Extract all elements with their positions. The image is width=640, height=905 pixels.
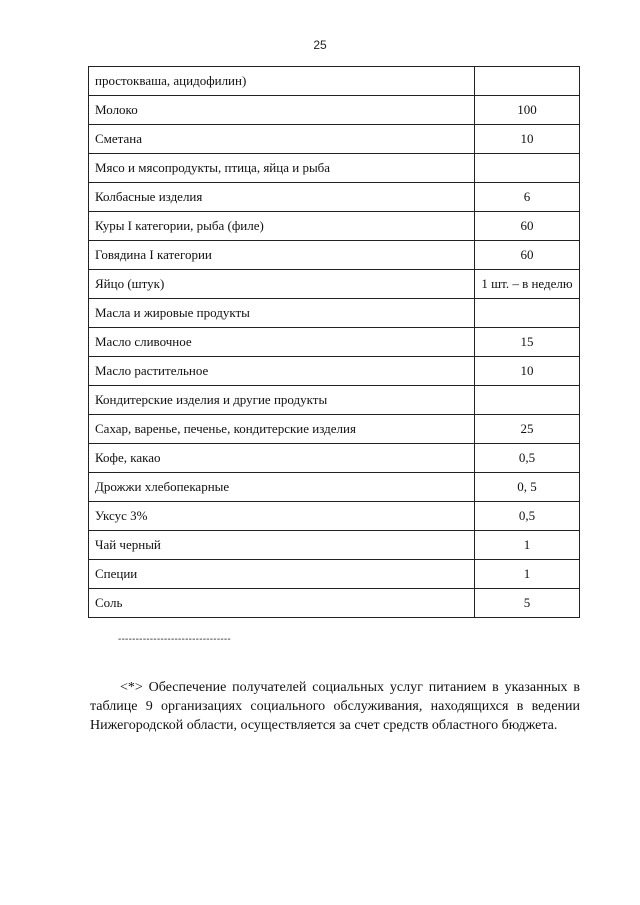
table-row — [89, 357, 580, 386]
quantity-cell: 0,5 — [475, 444, 580, 473]
quantity-cell: 0,5 — [475, 502, 580, 531]
table-row — [89, 473, 580, 502]
product-name-cell: Говядина I категории — [89, 241, 475, 270]
table-row — [89, 212, 580, 241]
product-name-cell: Уксус 3% — [89, 502, 475, 531]
footnote-separator: -------------------------------- — [118, 634, 231, 645]
product-name-cell: Кофе, какао — [89, 444, 475, 473]
table-row — [89, 531, 580, 560]
product-name-cell: Сметана — [89, 125, 475, 154]
table-row — [89, 270, 580, 299]
quantity-cell: 10 — [475, 357, 580, 386]
product-name-cell: Дрожжи хлебопекарные — [89, 473, 475, 502]
table-row — [89, 415, 580, 444]
quantity-cell: 60 — [475, 212, 580, 241]
quantity-cell: 5 — [475, 589, 580, 618]
quantity-cell — [475, 67, 580, 96]
product-name-cell: Сахар, варенье, печенье, кондитерские изделия — [89, 415, 475, 444]
table-row — [89, 67, 580, 96]
product-name-cell: Соль — [89, 589, 475, 618]
food-norms-table — [88, 66, 580, 618]
category-heading-cell: Мясо и мясопродукты, птица, яйца и рыба — [89, 154, 475, 183]
product-name-cell: Молоко — [89, 96, 475, 125]
quantity-cell: 6 — [475, 183, 580, 212]
table-row — [89, 154, 580, 183]
quantity-cell: 60 — [475, 241, 580, 270]
category-heading-cell: Масла и жировые продукты — [89, 299, 475, 328]
page-number: 25 — [313, 38, 327, 52]
product-name-cell: Яйцо (штук) — [89, 270, 475, 299]
table-row — [89, 444, 580, 473]
quantity-cell: 25 — [475, 415, 580, 444]
quantity-cell — [475, 386, 580, 415]
product-name-cell: Куры I категории, рыба (филе) — [89, 212, 475, 241]
product-name-cell: Масло растительное — [89, 357, 475, 386]
quantity-cell — [475, 154, 580, 183]
table-row — [89, 589, 580, 618]
product-name-cell: Специи — [89, 560, 475, 589]
quantity-cell: 1 шт. – в неделю — [475, 270, 580, 299]
table-row — [89, 125, 580, 154]
quantity-cell: 0, 5 — [475, 473, 580, 502]
category-heading-cell: Кондитерские изделия и другие продукты — [89, 386, 475, 415]
table-row — [89, 96, 580, 125]
product-name-cell: Масло сливочное — [89, 328, 475, 357]
table-row — [89, 386, 580, 415]
table-row — [89, 560, 580, 589]
quantity-cell — [475, 299, 580, 328]
quantity-cell: 1 — [475, 531, 580, 560]
product-name-cell: простокваша, ацидофилин) — [89, 67, 475, 96]
quantity-cell: 10 — [475, 125, 580, 154]
product-name-cell: Чай черный — [89, 531, 475, 560]
table-row — [89, 328, 580, 357]
footnote-text: <*> Обеспечение получателей социальных услуг питанием в указанных в таблице 9 организациях социального обслуживания, находящихся в ведении Нижегородской области, осуществляется за счет средств областного бюджета. — [90, 680, 580, 733]
table-row — [89, 502, 580, 531]
product-name-cell: Колбасные изделия — [89, 183, 475, 212]
table-row — [89, 241, 580, 270]
table-row — [89, 299, 580, 328]
table-row — [89, 183, 580, 212]
quantity-cell: 100 — [475, 96, 580, 125]
quantity-cell: 1 — [475, 560, 580, 589]
quantity-cell: 15 — [475, 328, 580, 357]
